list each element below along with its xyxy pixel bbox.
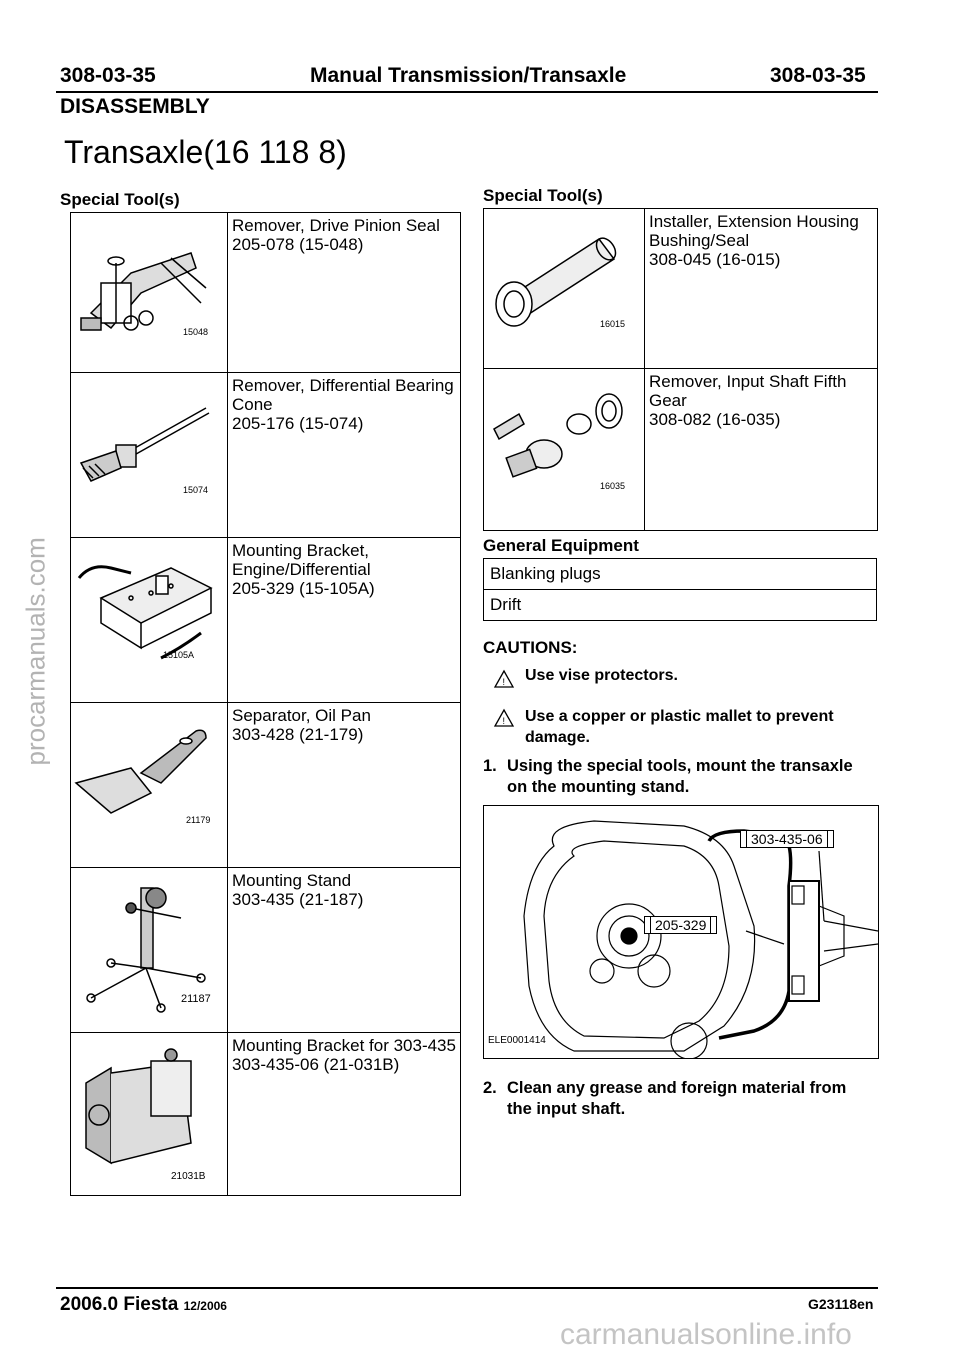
right-tools-table [483, 208, 878, 531]
tool-code: 15048 [183, 327, 209, 337]
tool-image-cell [71, 538, 228, 703]
tool-row [484, 209, 878, 369]
tool-row [71, 703, 461, 868]
tool-code: 21187 [181, 993, 211, 1005]
transaxle-figure [483, 805, 879, 1059]
tool-description: Remover, Drive Pinion Seal 205-078 (15-048) [228, 213, 461, 373]
equipment-item: Drift [484, 590, 877, 621]
mounting-bracket-image [71, 538, 226, 701]
tool-row [71, 868, 461, 1033]
tool-image-cell [71, 868, 228, 1033]
tool-image-cell [484, 369, 645, 531]
page-number-left: 308-03-35 [60, 64, 156, 87]
pinion-seal-remover-image [71, 213, 226, 371]
tool-description: Remover, Differential Bearing Cone 205-176 (15-074) [228, 373, 461, 538]
tool-row [71, 213, 461, 373]
callout-label: 303-435-06 [740, 830, 834, 848]
cautions-heading: CAUTIONS: [483, 638, 578, 657]
step-number: 2. [483, 1079, 497, 1097]
tool-description: Mounting Bracket, Engine/Differential 205-329 (15-105A) [228, 538, 461, 703]
footer-watermark: carmanualsonline.info [560, 1318, 852, 1351]
header-rule [56, 91, 878, 93]
footer-date: 12/2006 [183, 1299, 227, 1313]
equipment-item: Blanking plugs [484, 559, 877, 590]
section-title: DISASSEMBLY [60, 95, 210, 118]
tool-image-cell [71, 213, 228, 373]
footer-model [60, 1294, 227, 1316]
tool-code: 21031B [171, 1171, 206, 1182]
equipment-row [484, 559, 877, 590]
tool-description: Mounting Stand 303-435 (21-187) [228, 868, 461, 1033]
general-equipment-heading: General Equipment [483, 536, 639, 555]
tool-image-cell [484, 209, 645, 369]
tool-code: 21179 [186, 815, 211, 825]
tool-description: Installer, Extension Housing Bushing/Seal 308-045 (16-015) [645, 209, 878, 369]
tool-row [71, 373, 461, 538]
tool-image-cell [71, 373, 228, 538]
footer-rule [56, 1287, 878, 1289]
tool-code: 15105A [163, 650, 195, 660]
callout-label: 205-329 [644, 916, 717, 934]
warning-triangle-icon [493, 669, 515, 689]
left-tools-table [70, 212, 461, 1196]
page-number-right: 308-03-35 [770, 64, 866, 87]
tool-description: Separator, Oil Pan 303-428 (21-179) [228, 703, 461, 868]
chapter-title: Manual Transmission/Transaxle [310, 64, 627, 87]
right-tools-heading: Special Tool(s) [483, 186, 603, 205]
bearing-cone-remover-image [71, 373, 226, 536]
tool-image-cell [71, 703, 228, 868]
tool-code: 16035 [600, 481, 626, 491]
stand-bracket-image [71, 1033, 226, 1194]
extension-housing-installer-image [484, 209, 643, 367]
figure-id: ELE0001414 [488, 1035, 546, 1046]
footer-code: G23118en [808, 1296, 874, 1312]
general-equipment-table [483, 558, 877, 621]
side-watermark: procarmanuals.com [20, 537, 51, 766]
caution-text: Use vise protectors. [525, 667, 678, 684]
tool-row [484, 369, 878, 531]
tool-description: Mounting Bracket for 303-435 303-435-06 (21-031B) [228, 1033, 461, 1196]
svg-text:!: ! [502, 677, 506, 687]
tool-row [71, 1033, 461, 1196]
svg-text:!: ! [502, 716, 506, 726]
tool-row [71, 538, 461, 703]
procedure-title: Transaxle(16 118 8) [64, 134, 347, 170]
warning-triangle-icon [493, 708, 515, 728]
tool-code: 15074 [183, 485, 209, 495]
mounting-stand-image [71, 868, 226, 1031]
left-tools-heading: Special Tool(s) [60, 190, 180, 209]
tool-image-cell [71, 1033, 228, 1196]
step-number: 1. [483, 757, 497, 775]
tool-code: 16015 [600, 319, 626, 329]
oil-pan-separator-image [71, 703, 226, 866]
caution-text: Use a copper or plastic mallet to prevent damage. [525, 708, 834, 746]
step-text: Using the special tools, mount the transaxle on the mounting stand. [507, 757, 853, 796]
model-year: 2006.0 Fiesta [60, 1294, 179, 1315]
equipment-row [484, 590, 877, 621]
step-text: Clean any grease and foreign material from the input shaft. [507, 1079, 847, 1118]
fifth-gear-remover-image [484, 369, 643, 529]
tool-description: Remover, Input Shaft Fifth Gear 308-082 (16-035) [645, 369, 878, 531]
